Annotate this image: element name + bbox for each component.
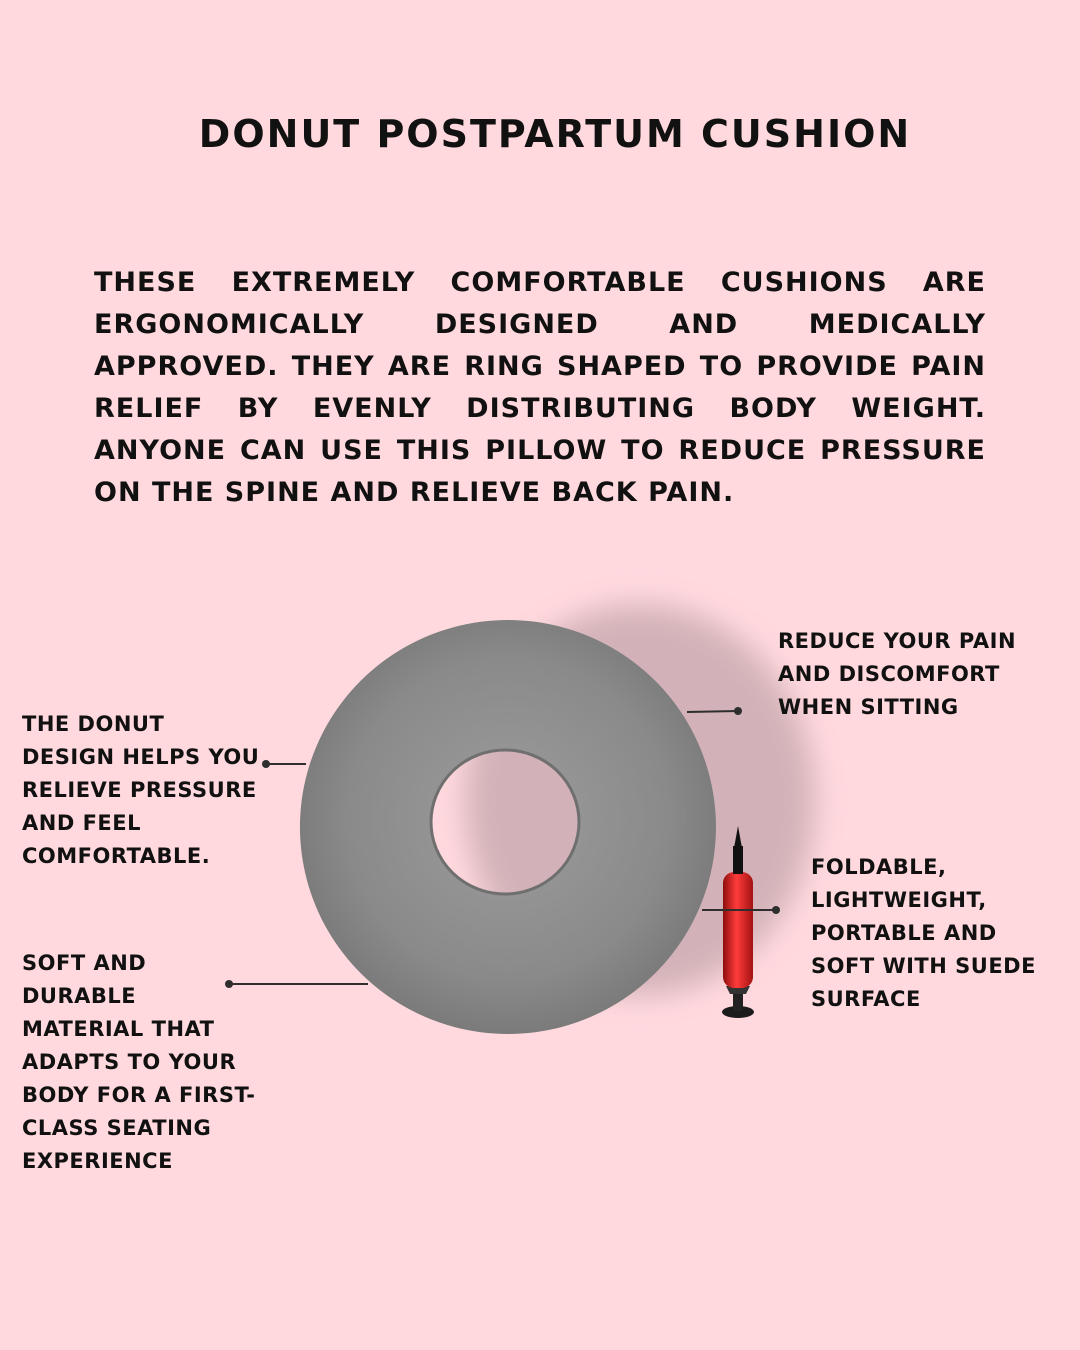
callout-foldable: FOLDABLE, LIGHTWEIGHT, PORTABLE AND SOFT WITH SUEDE SURFACE xyxy=(811,855,1036,1011)
callout-soft-material: SOFT AND DURABLE MATERIAL THAT ADAPTS TO YOUR BODY FOR A FIRST-CLASS SEATING EXPERIENCE xyxy=(22,951,256,1173)
page-title: DONUT POSTPARTUM CUSHION xyxy=(198,112,912,156)
callout-reduce-pain: REDUCE YOUR PAIN AND DISCOMFORT WHEN SITTING xyxy=(778,629,1017,719)
product-description: THESE EXTREMELY COMFORTABLE CUSHIONS ARE ERGONOMICALLY DESIGNED AND MEDICALLY APPROVED. THEY ARE RING SHAPED TO PROVIDE PAIN RELIEF BY EVENLY DISTRIBUTING BODY WEIGHT. ANYONE CAN USE THIS PILLOW TO REDUCE PRESSURE ON THE SPINE AND RELIEVE BACK PAIN. xyxy=(94,267,986,508)
leader-line-donut-design xyxy=(262,760,306,768)
callout-donut-design: THE DONUT DESIGN HELPS YOU RELIEVE PRESSURE AND FEEL COMFORTABLE. xyxy=(22,712,260,868)
